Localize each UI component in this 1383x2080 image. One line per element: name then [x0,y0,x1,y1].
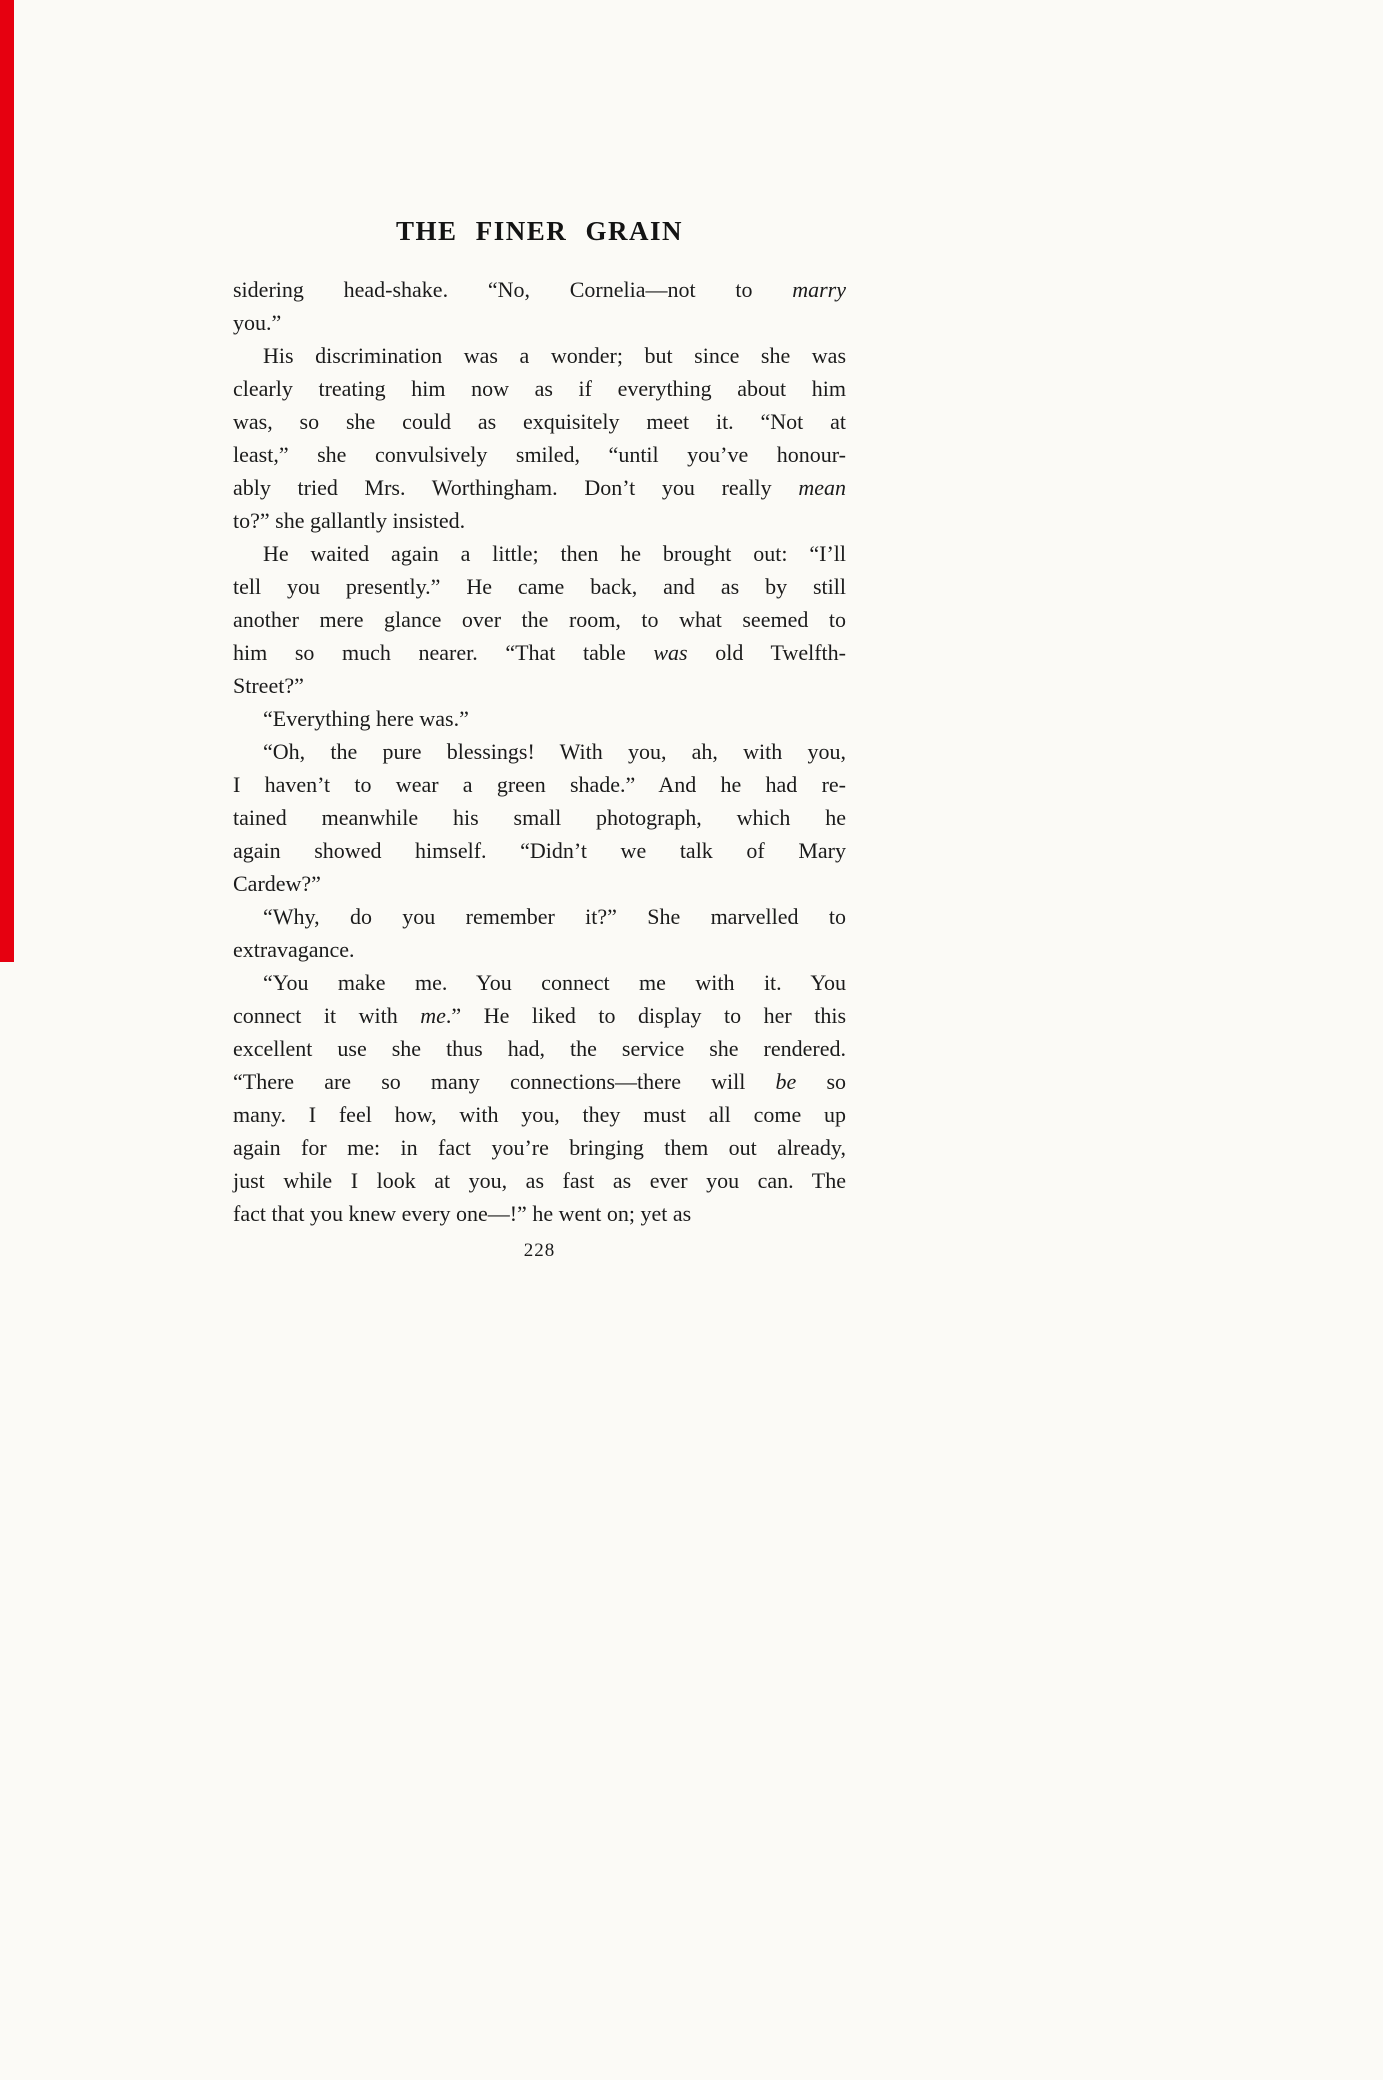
text-line: another mere glance over the room, to what seemed to [233,607,846,632]
text-line: “There are so many connections—there will be so [233,1069,847,1094]
text-line: “Oh, the pure blessings! With you, ah, with you, [263,739,846,764]
text-line: He waited again a little; then he brought out: “I’ll [263,541,846,566]
text-line: Street?” [233,673,304,698]
text-line: extravagance. [233,937,355,962]
paragraph [233,273,846,339]
text-line: sidering head-shake. “No, Cornelia—not to marry [233,277,846,302]
paragraph [233,900,846,966]
page-content [233,216,846,1262]
body-text [233,273,846,1230]
text-line: tell you presently.” He came back, and as by still [233,574,846,599]
running-head: THE FINER GRAIN [395,216,684,246]
text-line: again showed himself. “Didn’t we talk of Mary [233,838,846,863]
text-line: tained meanwhile his small photograph, which he [233,805,846,830]
text-line: I haven’t to wear a green shade.” And he had re- [233,772,846,797]
text-line: least,” she convulsively smiled, “until you’ve honour- [233,442,846,467]
text-line: was, so she could as exquisitely meet it. “Not at [233,409,846,434]
text-line: many. I feel how, with you, they must all come up [233,1102,846,1127]
text-line: excellent use she thus had, the service she rendered. [233,1036,846,1061]
text-line: clearly treating him now as if everything about him [233,376,846,401]
paragraph [233,339,846,537]
paragraph [233,966,846,1230]
text-line: connect it with me.” He liked to display to her this [233,1003,847,1028]
paragraph [233,735,846,900]
text-line: to?” she gallantly insisted. [233,508,466,533]
text-line: again for me: in fact you’re bringing them out already, [233,1135,846,1160]
text-line: “Everything here was.” [263,706,469,731]
text-line: His discrimination was a wonder; but since she was [263,343,846,368]
text-line: “Why, do you remember it?” She marvelled to [263,904,846,929]
scan-edge-red-bar [0,0,14,962]
paragraph [233,702,846,735]
text-line: Cardew?” [233,871,321,896]
paragraph [233,537,846,702]
text-line: ably tried Mrs. Worthingham. Don’t you really mean [233,475,846,500]
text-line: just while I look at you, as fast as ever you can. The [233,1168,846,1193]
text-line: him so much nearer. “That table was old Twelfth- [233,640,846,665]
text-line: “You make me. You connect me with it. You [263,970,846,995]
text-line: fact that you knew every one—!” he went on; yet as [233,1201,692,1226]
page-number: 228 [523,1240,556,1261]
text-line: you.” [233,310,282,335]
